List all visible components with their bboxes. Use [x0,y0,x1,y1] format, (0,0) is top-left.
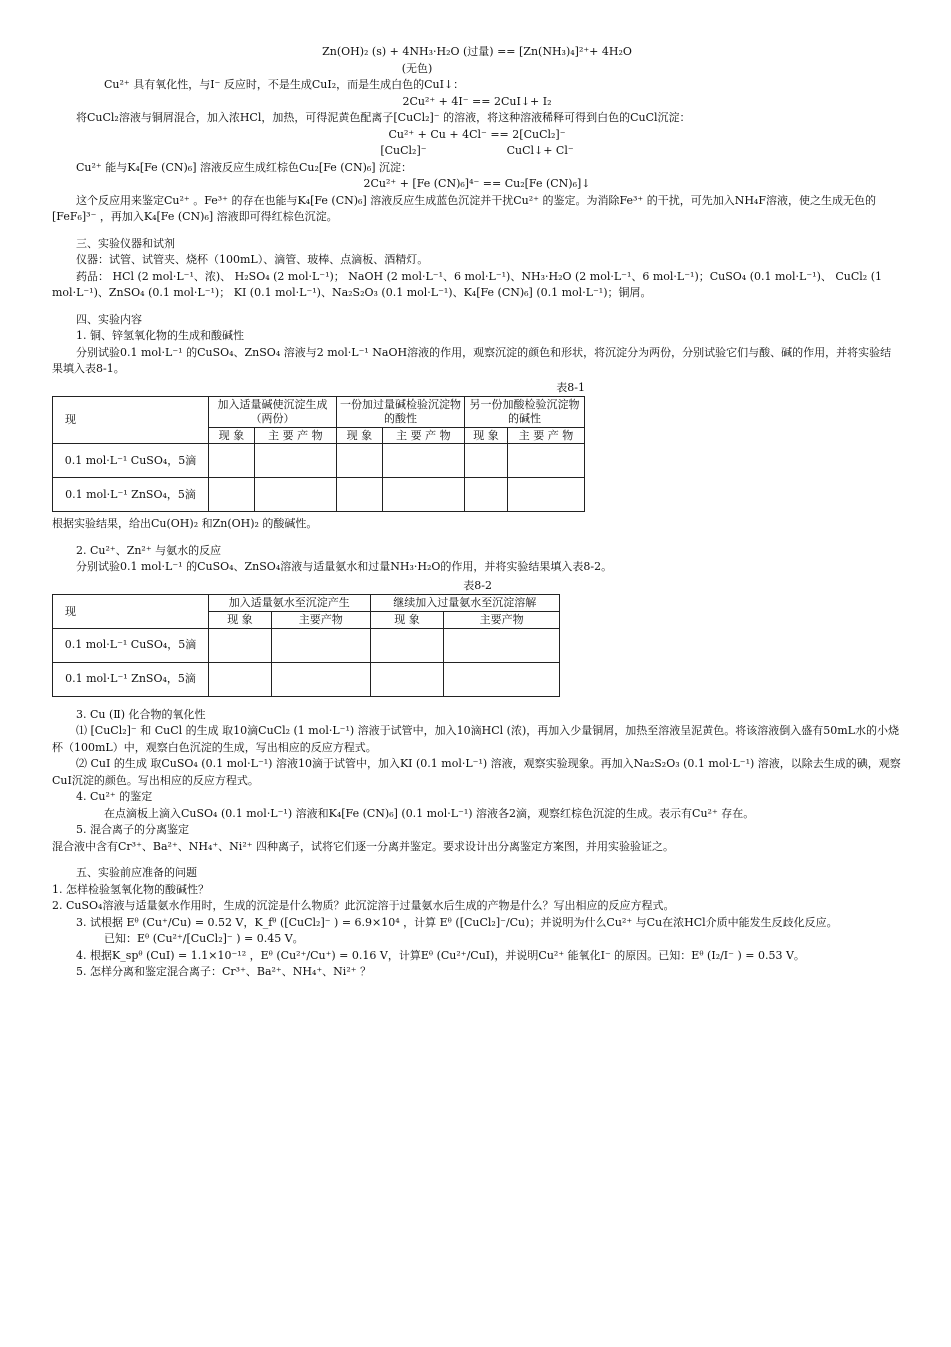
table-cell [254,478,336,512]
reagents-line: 药品： HCl (2 mol·L⁻¹、浓)、 H₂SO₄ (2 mol·L⁻¹)； NaOH (2 mol·L⁻¹、6 mol·L⁻¹)、NH₃·H₂O (2 mol·L⁻¹、6 mol·L⁻¹)；CuSO₄ (0.1 mol·L⁻¹)、 CuCl₂ (1 mol·L⁻¹)、ZnSO₄ (0.1 mol·L⁻¹)； KI (0.1 mol·L⁻¹)、Na₂S₂O₃ (0.1 mol·L⁻¹)、K₄[Fe (CN)₆] (0.1 mol·L⁻¹)；铜屑。 [52,269,882,299]
item-4-text: 在点滴板上滴入CuSO₄ (0.1 mol·L⁻¹) 溶液和K₄[Fe (CN)₆] (0.1 mol·L⁻¹) 溶液各2滴，观察红棕色沉淀的生成。表示有Cu²⁺ 存在。 [104,806,755,820]
table-cell [382,478,464,512]
table-cell [271,662,370,696]
item-3-part-1: ⑴ [CuCl₂]⁻ 和 CuCl 的生成 取10滴CuCl₂ (1 mol·L⁻¹) 溶液于试管中，加入10滴HCl (浓)，再加入少量铜屑，加热至溶液呈泥黄色。将该溶液倒入盛有50mL水的小烧杯（100mL）中，观察白色沉淀的生成，写出相应的反应方程式。 [52,724,899,754]
item-5-title: 5. 混合离子的分离鉴定 [76,823,189,837]
text-line: (无色) [401,61,433,75]
table-subheader: 现 象 [465,427,508,444]
table-cell [382,444,464,478]
equation: Cu²⁺ + Cu + 4Cl⁻ == 2[CuCl₂]⁻ [388,127,566,141]
ferrocyanide-block [52,160,902,226]
table-corner: 现 [53,397,209,444]
text-line: Cu²⁺ 具有氧化性，与I⁻ 反应时，不是生成CuI₂，而是生成白色的CuI↓： [104,78,465,91]
table-row-label: 0.1 mol·L⁻¹ CuSO₄，5滴 [53,628,209,662]
table-cell [370,628,444,662]
equation-left: [CuCl₂]⁻ [380,144,427,157]
table-subheader: 现 象 [209,612,272,629]
table-8-2 [52,594,560,697]
table-cell [444,662,560,696]
table-cell [507,444,584,478]
table-cell [209,628,272,662]
item-3-part-2: ⑵ CuI 的生成 取CuSO₄ (0.1 mol·L⁻¹) 溶液10滴于试管中，加入KI (0.1 mol·L⁻¹) 溶液，观察实验现象。再加入Na₂S₂O₃ (0.1 mol·L⁻¹) 溶液，以除去生成的碘，观察CuI沉淀的颜色。写出相应的反应方程式。 [52,757,901,787]
item-2-text: 分别试验0.1 mol·L⁻¹ 的CuSO₄、ZnSO₄溶液与适量氨水和过量NH₃·H₂O的作用，并将实验结果填入表8-2。 [76,560,613,574]
table-cell [209,444,255,478]
equation-pair [52,143,902,160]
questions-block [52,882,902,981]
table-subheader: 主 要 产 物 [254,427,336,444]
table-subheader: 现 象 [337,427,383,444]
table-group-header: 一份加过量碱检验沉淀物的酸性 [337,397,465,428]
table-cell [465,444,508,478]
table-8-1 [52,396,585,512]
table-cell [465,478,508,512]
table-group-header: 另一份加酸检验沉淀物的碱性 [465,397,585,428]
table-row-label: 0.1 mol·L⁻¹ ZnSO₄，5滴 [53,478,209,512]
text-line: 2. CuSO₄溶液与适量氨水作用时，生成的沉淀是什么物质？此沉淀溶于过量氨水后生成的产物是什么？写出相应的反应方程式。 [52,899,675,913]
text-line: 这个反应用来鉴定Cu²⁺ 。Fe³⁺ 的存在也能与K₄[Fe (CN)₆] 溶液反应生成蓝色沉淀并干扰Cu²⁺ 的鉴定。为消除Fe³⁺ 的干扰，可先加入NH₄F溶液，使之生成无色的 [FeF₆]³⁻ ，再加入K₄[Fe (CN)₆] 溶液即可得红棕色沉淀。 [52,193,876,223]
table-cell [271,628,370,662]
table-subheader: 主要产物 [271,612,370,629]
text-line: 5. 怎样分离和鉴定混合离子：Cr³⁺、Ba²⁺、NH₄⁺、Ni²⁺ ？ [76,965,372,979]
table-row-label: 0.1 mol·L⁻¹ ZnSO₄，5滴 [53,662,209,696]
item-4-title: 4. Cu²⁺ 的鉴定 [76,790,153,804]
table-subheader: 主 要 产 物 [507,427,584,444]
table-cell [209,662,272,696]
item-2-title: 2. Cu²⁺、Zn²⁺ 与氨水的反应 [76,543,222,557]
table-2-caption: 表8-2 [463,578,492,592]
document-page [52,44,902,981]
table-row-label: 0.1 mol·L⁻¹ CuSO₄，5滴 [53,444,209,478]
item-1-text: 分别试验0.1 mol·L⁻¹ 的CuSO₄、ZnSO₄ 溶液与2 mol·L⁻¹ NaOH溶液的作用，观察沉淀的颜色和形状，将沉淀分为两份，分别试验它们与酸、碱的作用，并将实验结果填入表8-1。 [52,345,892,375]
table-group-header: 加入适量碱使沉淀生成（两份） [209,397,337,428]
item-5-text: 混合液中含有Cr³⁺、Ba²⁺、NH₄⁺、Ni²⁺ 四种离子，试将它们逐一分离并鉴定。要求设计出分离鉴定方案图，并用实验验证之。 [52,839,675,853]
text-line: Cu²⁺ 能与K₄[Fe (CN)₆] 溶液反应生成红棕色Cu₂[Fe (CN)₆] 沉淀： [76,160,413,174]
table-1-caption: 表8-1 [556,380,585,394]
table-subheader: 现 象 [370,612,444,629]
table-cell [337,444,383,478]
table-cell [254,444,336,478]
text-line: Zn(OH)₂ (s) + 4NH₃·H₂O (过量) == [Zn(NH₃)₄]²⁺+ 4H₂O [322,45,632,58]
table-subheader: 主 要 产 物 [382,427,464,444]
text-line: 已知：Eᶿ (Cu²⁺/[CuCl₂]⁻ ) = 0.45 V。 [104,932,304,946]
table-group-header: 加入适量氨水至沉淀产生 [209,595,371,612]
table-cell [209,478,255,512]
table-cell [337,478,383,512]
section-title-3: 三、实验仪器和试剂 [76,236,175,250]
item-1-title: 1. 铜、锌氢氧化物的生成和酸碱性 [76,329,244,342]
text-line: 4. 根据K_spᶿ (CuI) = 1.1×10⁻¹² ，Eᶿ (Cu²⁺/Cu⁺) = 0.16 V，计算Eᶿ (Cu²⁺/CuI)，并说明Cu²⁺ 能氧化I⁻ 的原因。已知：Eᶿ (I₂/I⁻ ) = 0.53 V。 [76,948,805,962]
section-title-5: 五、实验前应准备的问题 [76,866,197,880]
intro-block [52,44,902,127]
table-cell [507,478,584,512]
text-line: 2Cu²⁺ + [Fe (CN)₆]⁴⁻ == Cu₂[Fe (CN)₆]↓ [363,177,591,190]
table-subheader: 现 象 [209,427,255,444]
item-3-title: 3. Cu (Ⅱ) 化合物的氧化性 [76,707,206,721]
text-line: 1. 怎样检验氢氧化物的酸碱性？ [52,882,209,896]
table-cell [444,628,560,662]
item-1-after: 根据实验结果，给出Cu(OH)₂ 和Zn(OH)₂ 的酸碱性。 [52,517,318,531]
table-corner: 现 [53,595,209,629]
instruments-line: 仪器：试管、试管夹、烧杯（100mL）、滴管、玻棒、点滴板、酒精灯。 [76,253,429,266]
table-cell [370,662,444,696]
text-line: 3. 试根据 Eᶿ (Cu⁺/Cu) = 0.52 V，K_fᶿ ([CuCl₂]⁻ ) = 6.9×10⁴ ，计算 Eᶿ ([CuCl₂]⁻/Cu)；并说明为什么Cu²⁺ 与Cu在浓HCl介质中能发生反歧化反应。 [76,915,838,929]
text-line: 将CuCl₂溶液与铜屑混合，加入浓HCl，加热，可得泥黄色配离子[CuCl₂]⁻ 的溶液，将这种溶液稀释可得到白色的CuCl沉淀： [76,111,691,124]
table-group-header: 继续加入过量氨水至沉淀溶解 [370,595,559,612]
table-subheader: 主要产物 [444,612,560,629]
equation-right: CuCl↓+ Cl⁻ [506,144,574,157]
text-line: 2Cu²⁺ + 4I⁻ == 2CuI↓+ I₂ [402,94,552,108]
section-title-4: 四、实验内容 [76,312,142,326]
